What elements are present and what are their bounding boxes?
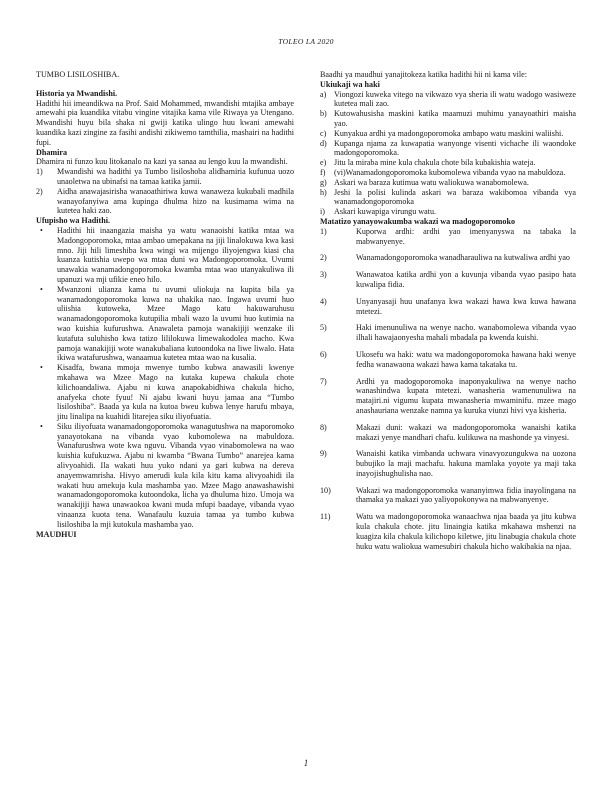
right-column: [320, 70, 576, 558]
summary-bullet: • Hadithi hii inaangazia maisha ya watu wanaoishi katika mtaa wa Madongoporomoka, mtaa ambao umepakana na jiji linalokuwa kwa kasi mno. Jiji hili limeshiba kwa wingi wa mijengo iliyojengwa kiasi cha kuanza kutishia uwepo wa mtaa duni wa Madongoporomoka. Uvumi unawakia wanamadongoporomoka kwamba mtaa wao utanyakuliwa ili upanuzi wa mji ufikie eneo hilo.: [36, 226, 294, 285]
page-header: TOLEO LA 2020: [278, 37, 334, 46]
matatizo-item: 6) Ukosefu wa haki: watu wa madongoporomoka hawana haki wenye fedha wanawaona wakazi hawa kama takataka tu.: [320, 349, 576, 369]
ukiukaji-list: [320, 90, 576, 217]
ukiukaji-item: a) Viongozi kuweka vitego na vikwazo vya sheria ili watu wadogo wasiweze kutetea mali zao.: [320, 89, 576, 109]
story-title: TUMBO LISILOSHIBA.: [36, 70, 120, 79]
left-column: [36, 70, 294, 539]
matatizo-list: [320, 227, 576, 552]
dhamira-intro: Dhamira ni funzo kuu litokanalo na kazi ya sanaa au lengo kuu la mwandishi.: [36, 157, 288, 167]
ukiukaji-item: g) Askari wa baraza kutimua watu waliokuwa wanabomolewa.: [320, 177, 529, 187]
matatizo-heading: Matatizo yanayowakumba wakazi wa madogoporomoko: [320, 216, 516, 226]
summary-bullet: • Kisadfa, bwana mmoja mwenye tumbo kubwa anawasili kwenye mkahawa wa Mzee Mago na kutaka kupewa chakula chote kilichoandaliwa. Ajabu ni kuwa anapokabidhiwa chakula hicho, anafyeka chote fyuu! Ni ajabu kwani huyu jamaa ana “Tumbo lisiloshiba”. Baada ya kula na kutoa bweu kubwa lenye harufu mbaya, jitu linalipa na kuahidi litarejea siku iliyofuatia.: [36, 363, 294, 422]
matatizo-item: 7) Ardhi ya madogoporomoka inaponyakuliwa na wenye nacho wanashindwa kupata mtetezi. wanasheria wamenunuliwa na matajiri.ni vigumu kupata mwanasheria mwaminifu. mzee mago anashauriana wenzake namna ya kuruka viunzi hivi vya kisheria.: [320, 376, 576, 415]
ukiukaji-item: h) Jeshi la polisi kulinda askari wa baraza wakibomoa vibanda vya wanamadongoporomoka: [320, 187, 576, 207]
ukiukaji-item: d) Kupanga njama za kuwapatia wanyonge visenti vichache ili waondoke madongoporomoka.: [320, 138, 576, 158]
dhamira-heading: Dhamira: [36, 147, 68, 157]
matatizo-item: 8) Makazi duni: wakazi wa madongoporomoka wanaishi katika makazi yenye mandhari chafu. kulikuwa na mashonde ya vinyesi.: [320, 422, 576, 442]
ukiukaji-item: i) Askari kuwapiga virungu watu.: [320, 207, 437, 217]
historia-text: Hadithi hii imeandikwa na Prof. Said Mohammed, mwandishi mtajika ambaye amewahi pia kuandika vitabu vingine vitajika kama vile Riwaya ya Utengano. Mwandishi huyu bila shaka ni gwiji katika ulingo huu kwani amewahi kuandika kazi zingine za fasihi andishi zikiwemo tamthilia, mashairi na hadithi fupi.: [36, 98, 294, 147]
summary-bullet: • Siku iliyofuata wanamadongoporomoka wanagutushwa na maporomoko yanayotokana na vibanda vyao kubomolewa na mabuldoza. Wanafurushwa wote kwa nguvu. Vibanda vyao vinabomolewa na wao kuishia kufukuzwa. Ajabu ni kwamba “Bwana Tumbo” anarejea kama alivyoahidi. Ila wakati huu yuko ndani ya gari kubwa na dereva anayemwamrisha. Hivyo amerudi kula kila kitu kama alivyoahidi ila wakati huu amekuja kula mashamba yao. Mzee Mago anawashawishi wanamadongoporomoka kutoondoka, licha ya dhuluma hizo. Umoja wa wanakijiji hawa unawaokoa kwani muda mfupi baadaye, vibanda vyao vinaanza kuota tena. Wanafaulu kuzuia tamaa ya tumbo kubwa lisiloshiba la mji kutokula mashamba yao.: [36, 422, 294, 530]
summary-bullet: • Mwanzoni ulianza kama tu uvumi uliokuja na kupita bila ya wanamadongoporomoka kuwa na uhakika nao. Ingawa uvumi huo uliishia kutoweka, Mzee Mago katu hakuwaruhusu wanamadongoporomoka kutupilia mbali wazo la uvumi huo kutimia na wao kuishia kufurushwa. Anawaleta pamoja wanakijiji wenzake ili kutafuta suluhisho kwa tatizo lililokuwa limewakodolea macho. Kwa pamoja wanakijiji wote wanakubaliana kutoondoka na liwe liwalo. Hata ikiwa watafurushwa, wanaamua kutetea mtaa wao na kusalia.: [36, 285, 294, 363]
bullet-icon: •: [40, 421, 43, 431]
ukiukaji-item: f) (vi)Wanamadongoporomoka kubomolewa vibanda vyao na mabuldoza.: [320, 167, 566, 177]
matatizo-item: 3) Wanawatoa katika ardhi yon a kuvunja vibanda vyao pasipo hata kuwalipa fidia.: [320, 270, 576, 289]
ukiukaji-heading: Ukiukaji wa haki: [320, 79, 380, 89]
matatizo-item: 10) Wakazi wa madongoporomoka wananyimwa fidia inayolingana na thamaka ya makazi yao yaliyopokonywa na mabwanyenye.: [320, 485, 576, 505]
ukiukaji-item: b) Kutowahusisha maskini katika maamuzi muhimu yanayoathiri maisha yao.: [320, 109, 576, 128]
matatizo-item: 2) Wanamadongoporomoka wanadharauliwa na kutwaliwa ardhi yao: [320, 253, 570, 263]
matatizo-item: 4) Unyanyasaji huu unafanya kwa wakazi hawa kwa kuwa hawana mtetezi.: [320, 296, 576, 316]
bullet-icon: •: [40, 363, 43, 373]
matatizo-item: 5) Haki imenunuliwa na wenye nacho. wanabomolewa vibanda vyao ilhali hawajaonyesha mahali mbadala pa kwenda kuishi.: [320, 323, 576, 343]
maudhui-intro: Baadhi ya maudhui yanajitokeza katika hadithi hii ni kama vile:: [320, 70, 528, 79]
dhamira-item: 2) Aidha anawajasirisha wanaoathiriwa kuwa wanaweza kukubali madhila wanayofanyiwa ama kupinga dhulma hizo na kusimama wima na kutetea haki zao.: [36, 186, 294, 216]
matatizo-item: 1) Kuporwa ardhi: ardhi yao imenyanyswa na tabaka la mabwanyenye.: [320, 226, 576, 246]
ukiukaji-item: c) Kunyakua ardhi ya madongoporomoka ambapo watu maskini waliishi.: [320, 128, 564, 138]
historia-heading: Historia ya Mwandishi.: [36, 88, 118, 98]
maudhui-heading: MAUDHUI: [36, 529, 77, 539]
dhamira-item: 1) Mwandishi wa hadithi ya Tumbo lisiloshoba alidhamiria kufunua uozo unaoletwa na ubinafsi na tamaa katika jamii.: [36, 167, 294, 186]
bullet-icon: •: [40, 284, 43, 294]
matatizo-item: 11) Watu wa madongoporomoka wanaachwa njaa baada ya jitu kubwa kula chakula chote. jitu linaingia katika mkahawa mshenzi na kuagiza kila chakula kilichopo kiletwe, jitu linabugia chakula chote huku watu waliokua wamesubiri chakula hicho wakibakia na njaa.: [320, 512, 576, 551]
ukiukaji-item: e) Jitu la miraba mine kula chakula chote bila kubakishia wateja.: [320, 158, 536, 168]
matatizo-item: 9) Wanaishi katika vimbanda uchwara vinavyozungukwa na uozona bubujiko la maji machafu. hakuna mamlaka yoyote ya maji taka inayojishughulisha nao.: [320, 449, 576, 478]
bullet-icon: •: [40, 225, 43, 235]
page-number: 1: [303, 758, 309, 768]
ufupisho-heading: Ufupisho wa Hadithi.: [36, 216, 110, 226]
